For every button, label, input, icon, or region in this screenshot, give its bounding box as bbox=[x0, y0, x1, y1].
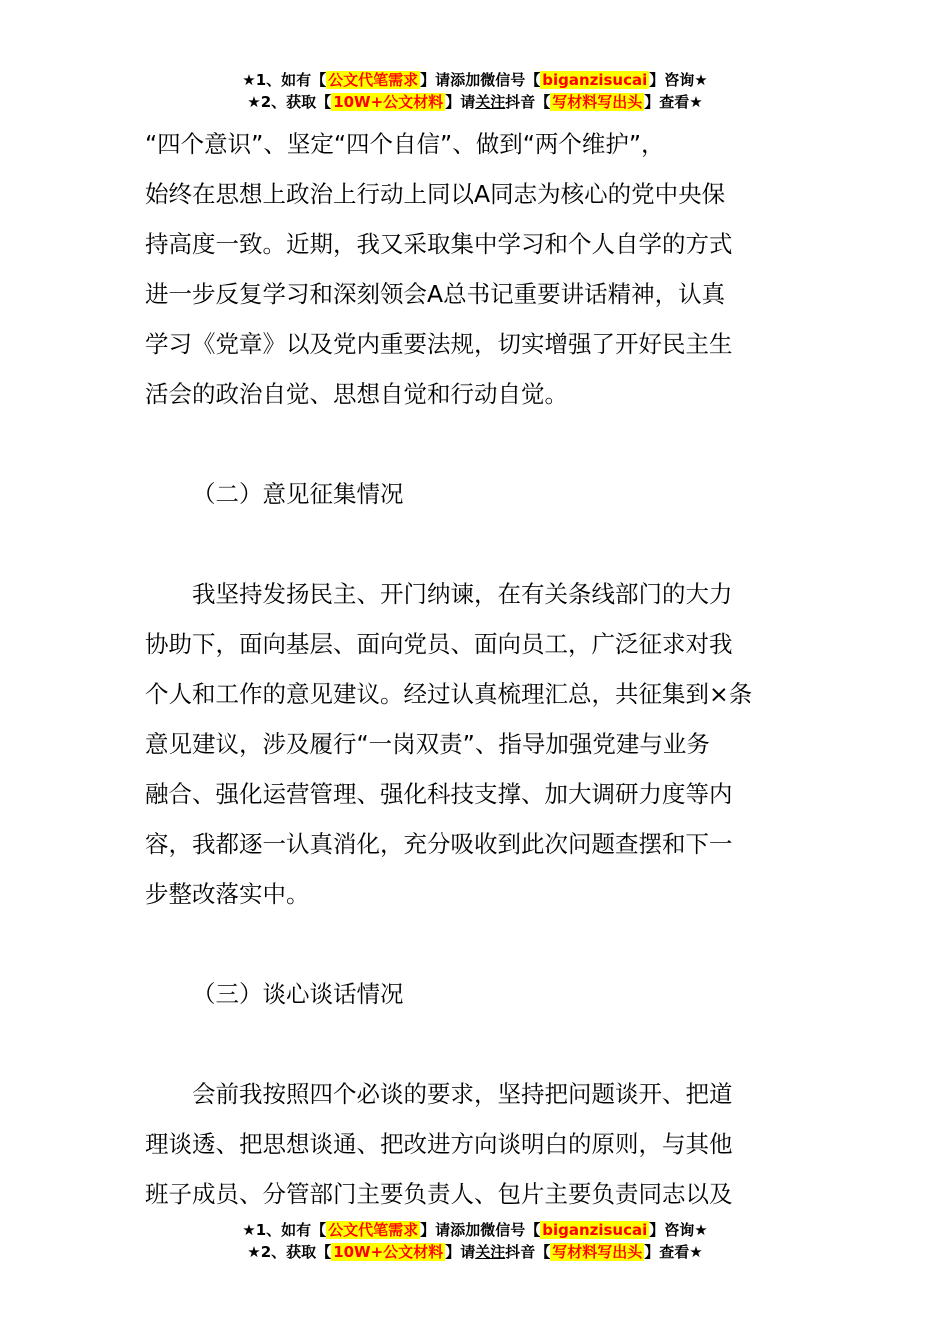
section-heading-3: （三）谈心谈话情况 bbox=[192, 980, 404, 1008]
banner-highlight-douyin: 写材料写出头 bbox=[552, 93, 643, 111]
footer-highlight-service: 公文代笔需求 bbox=[328, 1221, 419, 1239]
paragraph-study: “四个意识”、坚定“四个自信”、做到“两个维护”， 始终在思想上政治上行动上同以A同志为核心的党中央保 持高度一致。近期，我又采取集中学习和个人自学的方式 进一步反复学习和深刻领会A总书记重要讲话精神，认真 学习《党章》以及党内重要法规，切实增强了开好民主生 活会的政治自觉、思想自觉和行动自觉。 bbox=[145, 130, 733, 408]
footer-banner bbox=[0, 1219, 950, 1263]
footer-line-2: ★2、获取【 10W+公文材料 】请关注抖音【 写材料写出头 】查看★ bbox=[247, 1243, 703, 1261]
banner-highlight-wechat: biganzisucai bbox=[542, 71, 648, 89]
banner-highlight-service: 公文代笔需求 bbox=[328, 71, 419, 89]
section-heading-2: （二）意见征集情况 bbox=[192, 480, 404, 508]
footer-line-1: ★1、如有【 公文代笔需求 】请添加微信号【 biganzisucai 】咨询★ bbox=[242, 1221, 708, 1239]
banner-line-1: ★1、如有【 公文代笔需求 】请添加微信号【 biganzisucai 】咨询★ bbox=[242, 71, 708, 89]
footer-highlight-douyin: 写材料写出头 bbox=[552, 1243, 643, 1261]
document-body bbox=[145, 119, 810, 1219]
footer-highlight-materials: 10W+公文材料 bbox=[333, 1243, 444, 1261]
banner-line-2: ★2、获取【 10W+公文材料 】请关注抖音【 写材料写出头 】查看★ bbox=[247, 93, 703, 111]
footer-highlight-wechat: biganzisucai bbox=[542, 1221, 648, 1239]
banner-highlight-materials: 10W+公文材料 bbox=[333, 93, 444, 111]
header-banner bbox=[0, 69, 950, 113]
paragraph-talks: 会前我按照四个必谈的要求，坚持把问题谈开、把道 理谈透、把思想谈通、把改进方向谈明白的原则，与其他 班子成员、分管部门主要负责人、包片主要负责同志以及 bbox=[145, 1080, 733, 1208]
paragraph-opinions: 我坚持发扬民主、开门纳谏，在有关条线部门的大力 协助下，面向基层、面向党员、面向员工，广泛征求对我 个人和工作的意见建议。经过认真梳理汇总，共征集到×条 意见建议，涉及履行“一岗双责”、指导加强党建与业务 融合、强化运营管理、强化科技支撑、加大调研力度等内 容，我都逐一认真消化，充分吸收到此次问题查摆和下一 步整改落实中。 bbox=[145, 580, 753, 908]
